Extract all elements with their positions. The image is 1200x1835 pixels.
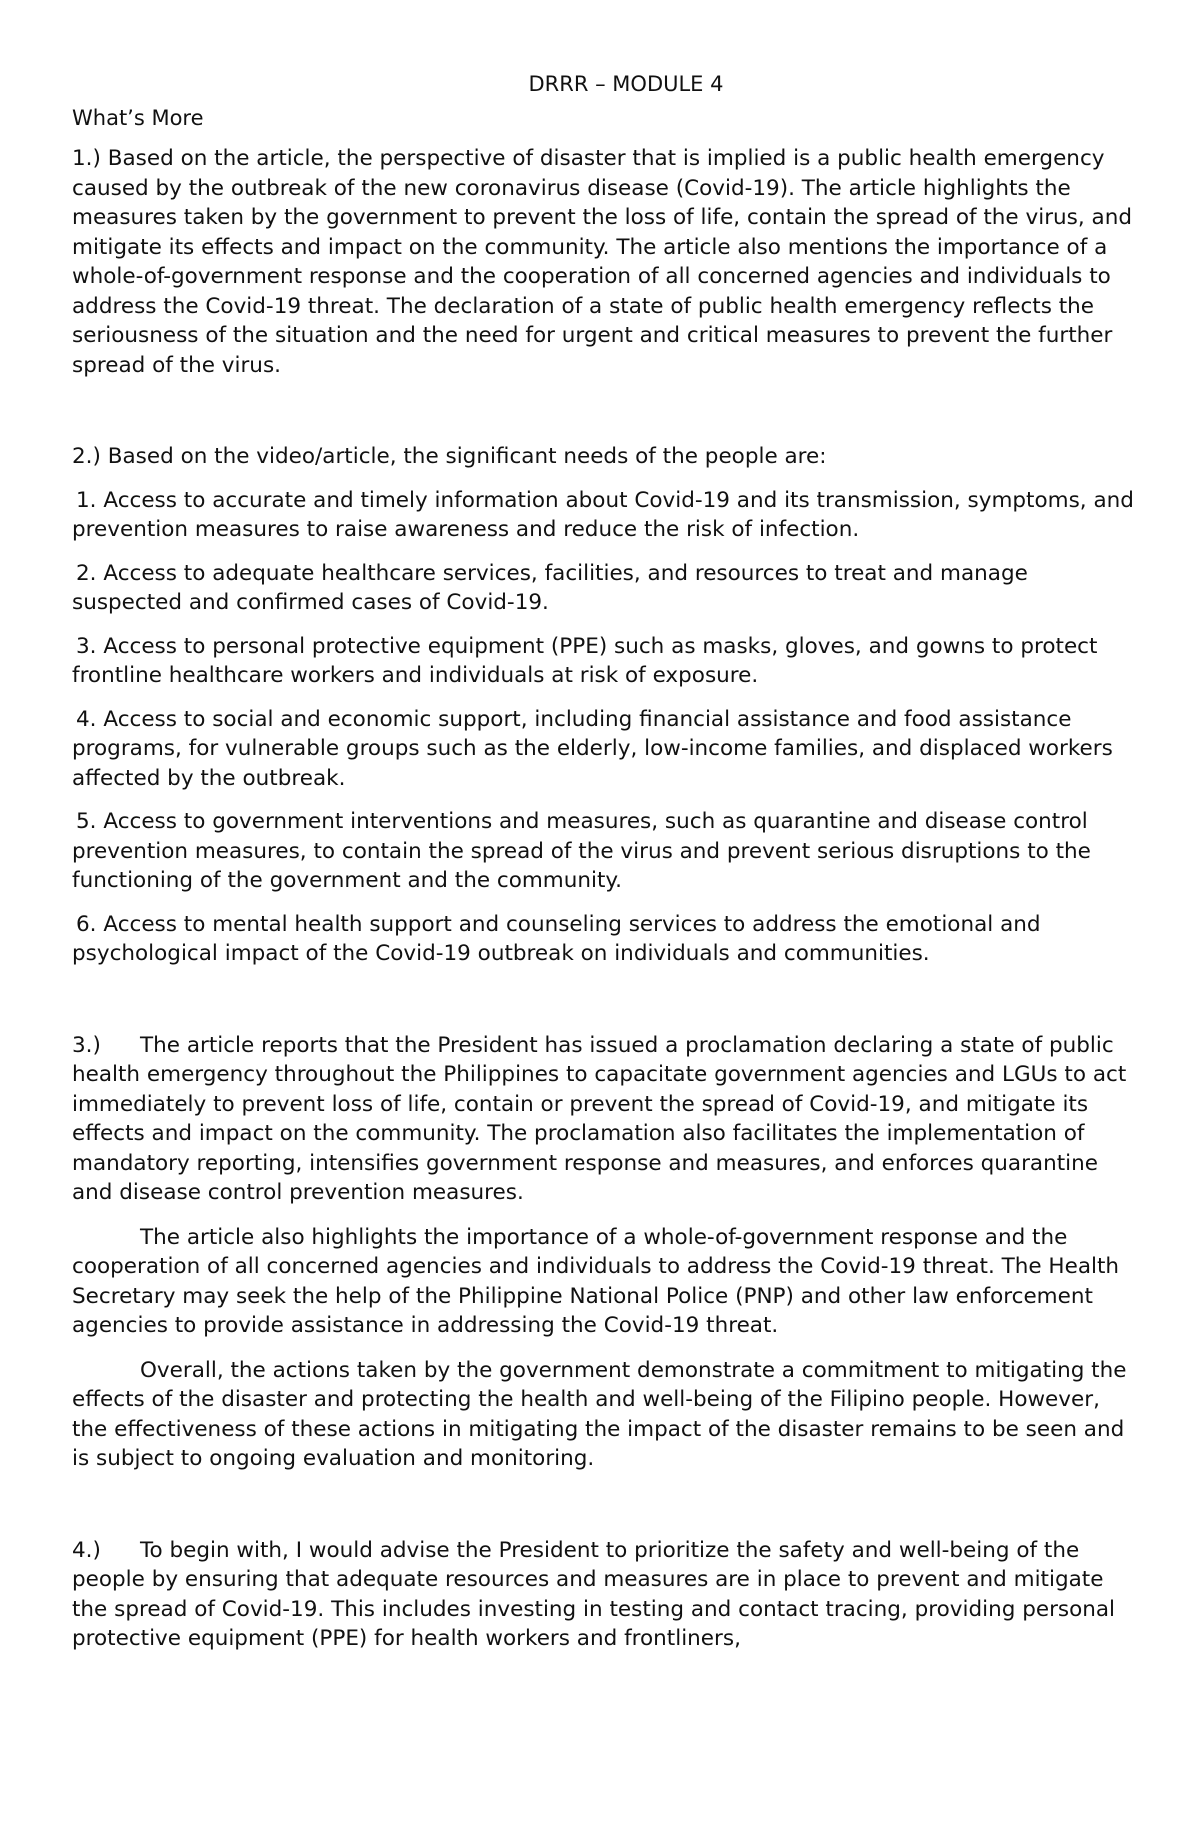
list-item-text: Access to mental health support and counseling services to address the emotional and psychological impact of the Covid-19 outbreak on individuals and communities. (72, 911, 1041, 966)
list-item-number: 3. (76, 633, 97, 659)
answer-4-text: To begin with, I would advise the President to prioritize the safety and well-being of the people by ensuring that adequate resources and measures are in place to prevent and mitigate the spread of Covid-19. This includes investing in testing and contact tracing, providing personal protective equipment (PPE) for health workers and frontliners, (72, 1537, 1116, 1651)
answer-3-paragraph-1 (72, 1031, 1140, 1208)
list-item-number: 1. (76, 487, 97, 513)
answer-3-paragraph-2: The article also highlights the importance of a whole-of-government response and the cooperation of all concerned agencies and individuals to address the Covid-19 threat. The Health Secretary may seek the help of the Philippine National Police (PNP) and other law enforcement agencies to provide assistance in addressing the Covid-19 threat. (72, 1224, 1120, 1338)
list-item (72, 705, 1140, 794)
list-item-text: Access to government interventions and measures, such as quarantine and disease control prevention measures, to contain the spread of the virus and prevent serious disruptions to the functioning of the government and the community. (72, 809, 1091, 893)
list-item-number: 6. (76, 911, 97, 937)
list-item-text: Access to personal protective equipment (PPE) such as masks, gloves, and gowns to protect frontline healthcare workers and individuals at risk of exposure. (72, 633, 1098, 688)
answer-4-number: 4.) (72, 1537, 101, 1563)
list-item (72, 910, 1140, 969)
list-item (72, 807, 1140, 896)
list-item-number: 2. (76, 560, 97, 586)
list-item-number: 4. (76, 706, 97, 732)
answer-3-text: The article reports that the President has issued a proclamation declaring a state of public health emergency throughout the Philippines to capacitate government agencies and LGUs to act immediately to prevent loss of life, contain or prevent the spread of Covid-19, and mitigate its effects and impact on the community. The proclamation also facilitates the implementation of mandatory reporting, intensifies government response and measures, and enforces quarantine and disease control prevention measures. (72, 1032, 1127, 1205)
list-item-text: Access to accurate and timely information about Covid-19 and its transmission, symptoms, and prevention measures to raise awareness and reduce the risk of infection. (72, 487, 1134, 542)
list-item-number: 5. (76, 809, 97, 834)
needs-list (72, 486, 1140, 969)
answer-4-paragraph-1 (72, 1536, 1140, 1654)
list-item-text: Access to social and economic support, including financial assistance and food assistance programs, for vulnerable groups such as the elderly, low-income families, and displaced workers affected by the outbreak. (72, 706, 1113, 791)
answer-2-intro: 2.) Based on the video/article, the significant needs of the people are: (72, 444, 827, 469)
list-item-text: Access to adequate healthcare services, facilities, and resources to treat and manage suspected and confirmed cases of Covid-19. (72, 560, 1028, 615)
answer-3-number: 3.) (72, 1032, 101, 1058)
list-item (72, 632, 1140, 691)
list-item (72, 559, 1140, 618)
answer-1-paragraph: 1.) Based on the article, the perspective of disaster that is implied is a public health emergency caused by the outbreak of the new coronavirus disease (Covid-19). The article highlights the measures taken by the government to prevent the loss of life, contain the spread of the virus, and mitigate its effects and impact on the community. The article also mentions the importance of a whole-of-government response and the cooperation of all concerned agencies and individuals to address the Covid-19 threat. The declaration of a state of public health emergency reflects the seriousness of the situation and the need for urgent and critical measures to prevent the further spread of the virus. (72, 146, 1132, 378)
list-item (72, 486, 1140, 545)
section-heading: What’s More (72, 106, 204, 130)
answer-3-paragraph-3: Overall, the actions taken by the government demonstrate a commitment to mitigating the effects of the disaster and protecting the health and well-being of the Filipino people. However, the effectiveness of these actions in mitigating the impact of the disaster remains to be seen and is subject to ongoing evaluation and monitoring. (72, 1357, 1127, 1471)
page-title: DRRR – MODULE 4 (528, 72, 724, 96)
